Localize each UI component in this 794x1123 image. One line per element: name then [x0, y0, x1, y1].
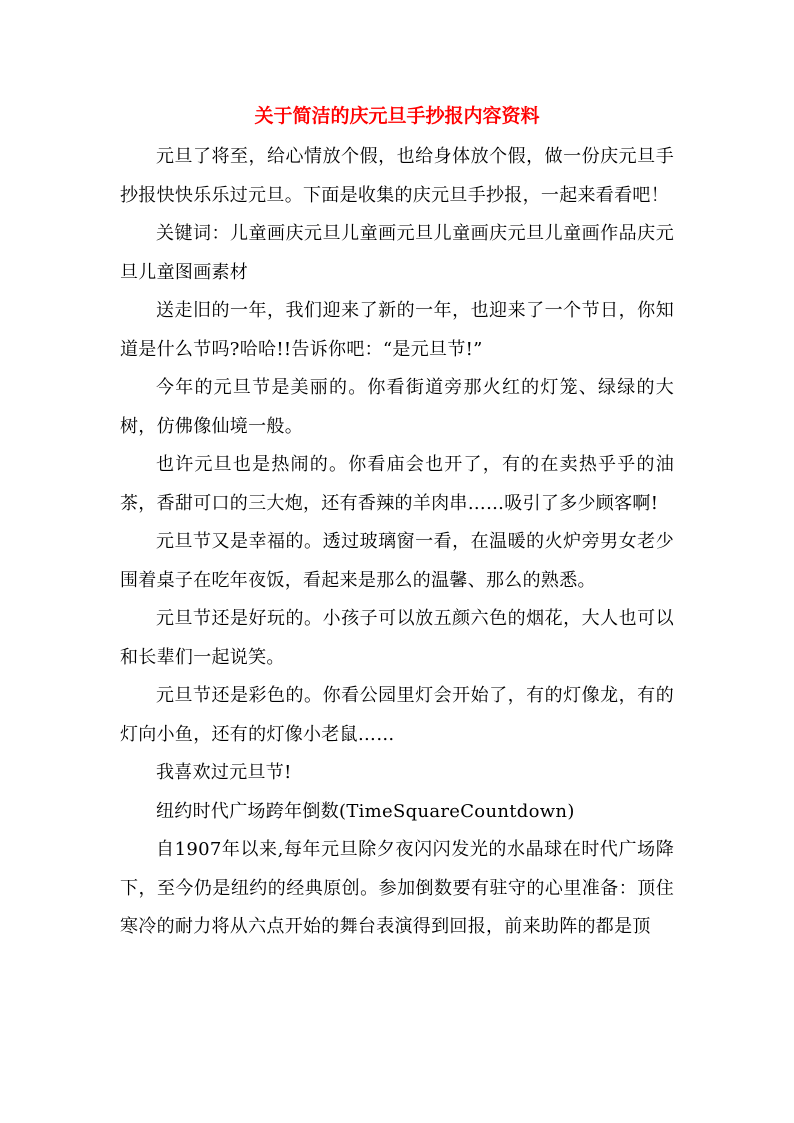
paragraph-happy: 元旦节又是幸福的。透过玻璃窗一看，在温暖的火炉旁男女老少围着桌子在吃年夜饭，看起来是那么的温馨、那么的熟悉。: [120, 531, 674, 591]
paragraph-fun: 元旦节还是好玩的。小孩子可以放五颜六色的烟花，大人也可以和长辈们一起说笑。: [120, 608, 674, 668]
paragraph-times-square-heading: 纽约时代广场跨年倒数(TimeSquareCountdown): [156, 800, 575, 822]
paragraph-like: 我喜欢过元旦节!: [156, 762, 292, 783]
paragraph-farewell: 送走旧的一年，我们迎来了新的一年，也迎来了一个节日，你知道是什么节吗?哈哈!!告诉你吧：“是元旦节!”: [120, 300, 674, 360]
paragraph-colorful: 元旦节还是彩色的。你看公园里灯会开始了，有的灯像龙，有的灯向小鱼，还有的灯像小老鼠……: [120, 685, 674, 745]
paragraph-keywords: 关键词：儿童画庆元旦儿童画元旦儿童画庆元旦儿童画作品庆元旦儿童图画素材: [120, 223, 674, 283]
paragraph-lively: 也许元旦也是热闹的。你看庙会也开了，有的在卖热乎乎的油茶，香甜可口的三大炮，还有香辣的羊肉串……吸引了多少顾客啊!: [120, 454, 674, 514]
paragraph-beautiful: 今年的元旦节是美丽的。你看街道旁那火红的灯笼、绿绿的大树，仿佛像仙境一般。: [120, 377, 674, 437]
document-title: 关于简洁的庆元旦手抄报内容资料: [254, 105, 540, 127]
paragraph-intro: 元旦了将至，给心情放个假，也给身体放个假，做一份庆元旦手抄报快快乐乐过元旦。下面是收集的庆元旦手抄报，一起来看看吧！: [120, 146, 674, 206]
paragraph-times-square: 自1907年以来,每年元旦除夕夜闪闪发光的水晶球在时代广场降下，至今仍是纽约的经典原创。参加倒数要有驻守的心里准备：顶住寒冷的耐力将从六点开始的舞台表演得到回报，前来助阵的都是顶: [120, 839, 674, 937]
document-body: [120, 138, 674, 947]
